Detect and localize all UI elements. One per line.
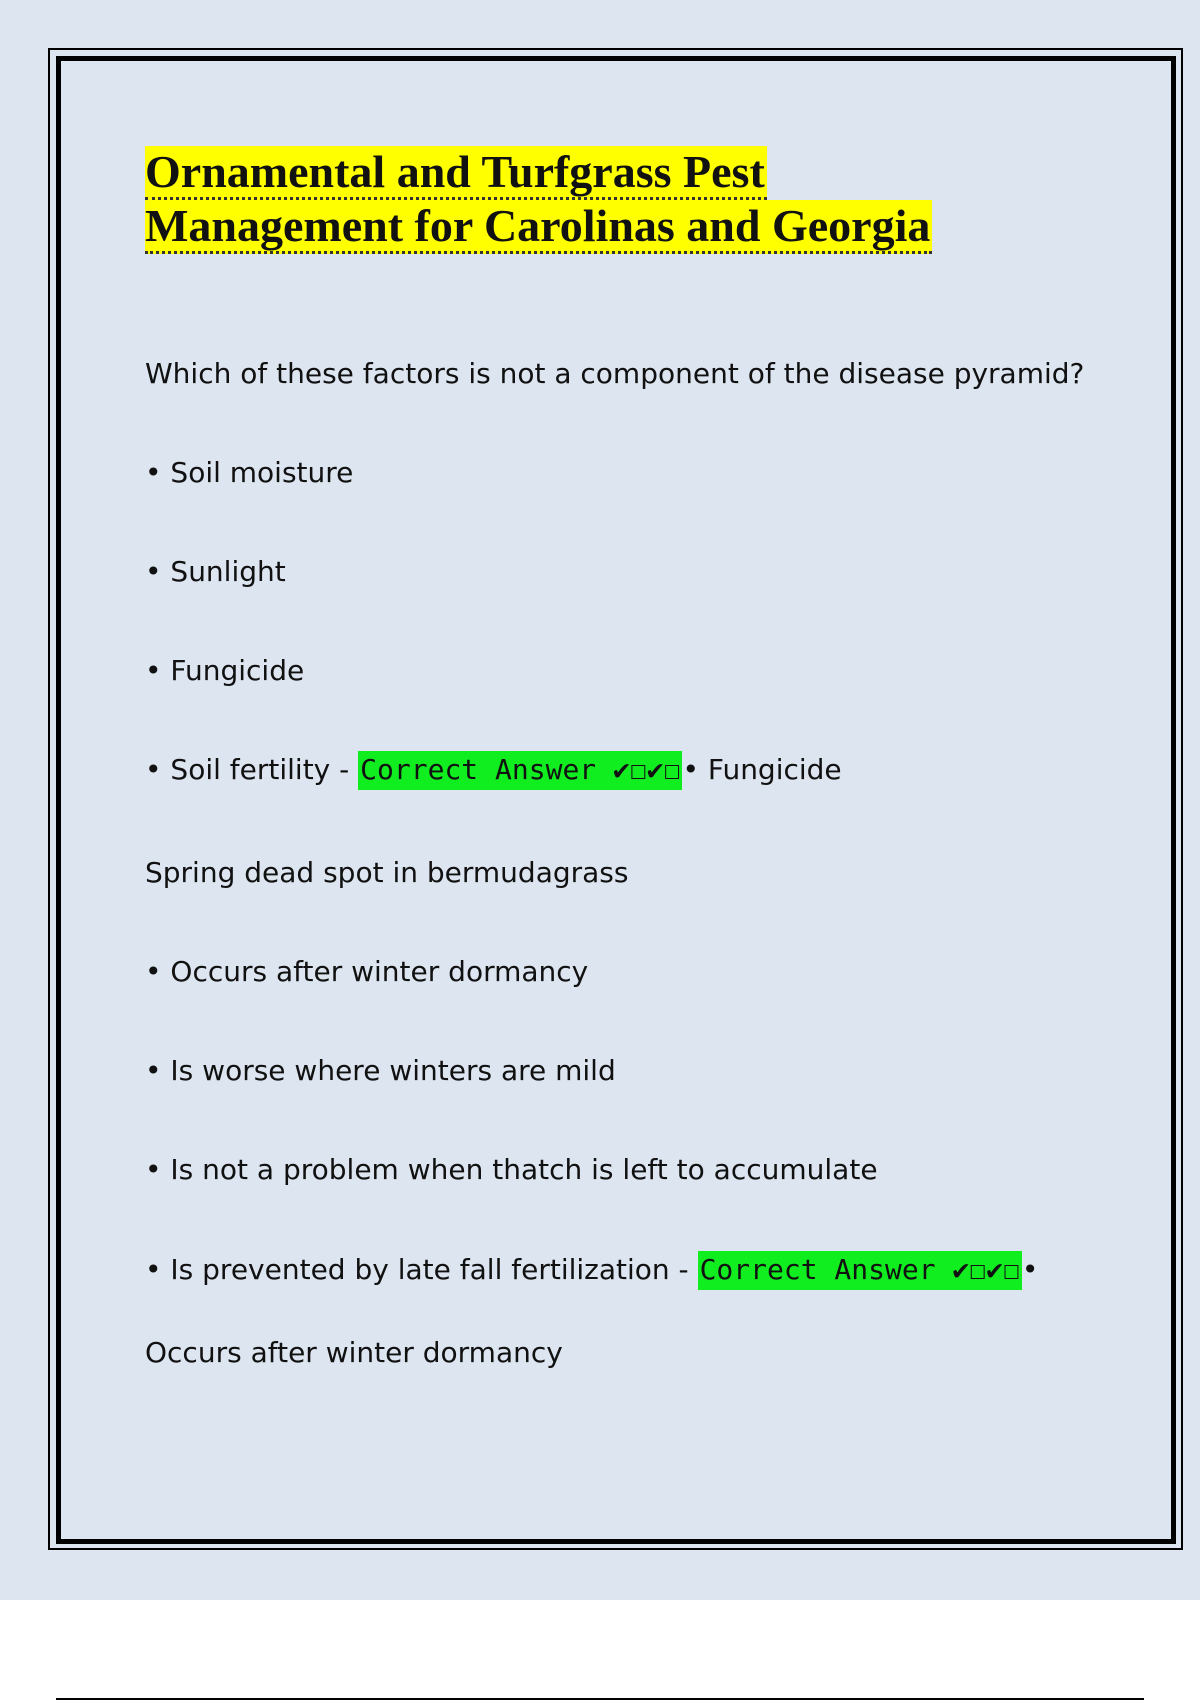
q1-option-1: • Soil moisture (145, 456, 354, 489)
q2-correct-answer-badge: Correct Answer ✔☐✔☐ (698, 1251, 1022, 1290)
document-content (145, 145, 1105, 1369)
document-title (145, 145, 1105, 253)
q2-option-4: • Is prevented by late fall fertilization - (145, 1253, 689, 1286)
title-line-1: Ornamental and Turfgrass Pest (145, 146, 767, 200)
q2-option-1: • Occurs after winter dormancy (145, 955, 589, 988)
q2-answer-text: Occurs after winter dormancy (145, 1336, 563, 1369)
q2-answer-bullet: • (1021, 1253, 1039, 1286)
q2-option-2: • Is worse where winters are mild (145, 1054, 616, 1087)
q1-answer-text: • Fungicide (682, 753, 842, 786)
page-border-inner (56, 56, 1176, 1544)
q1-option-3: • Fungicide (145, 654, 305, 687)
question-2: Spring dead spot in bermudagrass (145, 856, 629, 889)
q1-correct-answer-badge: Correct Answer ✔☐✔☐ (358, 751, 682, 790)
q1-option-2: • Sunlight (145, 555, 286, 588)
q2-option-3: • Is not a problem when thatch is left to accumulate (145, 1153, 878, 1186)
q2-option-4-with-answer (145, 1253, 1038, 1286)
title-line-2: Management for Carolinas and Georgia (145, 200, 932, 254)
question-1: Which of these factors is not a component of the disease pyramid? (145, 357, 1085, 390)
q1-option-4-with-answer (145, 753, 842, 786)
q1-option-4: • Soil fertility - (145, 753, 350, 786)
